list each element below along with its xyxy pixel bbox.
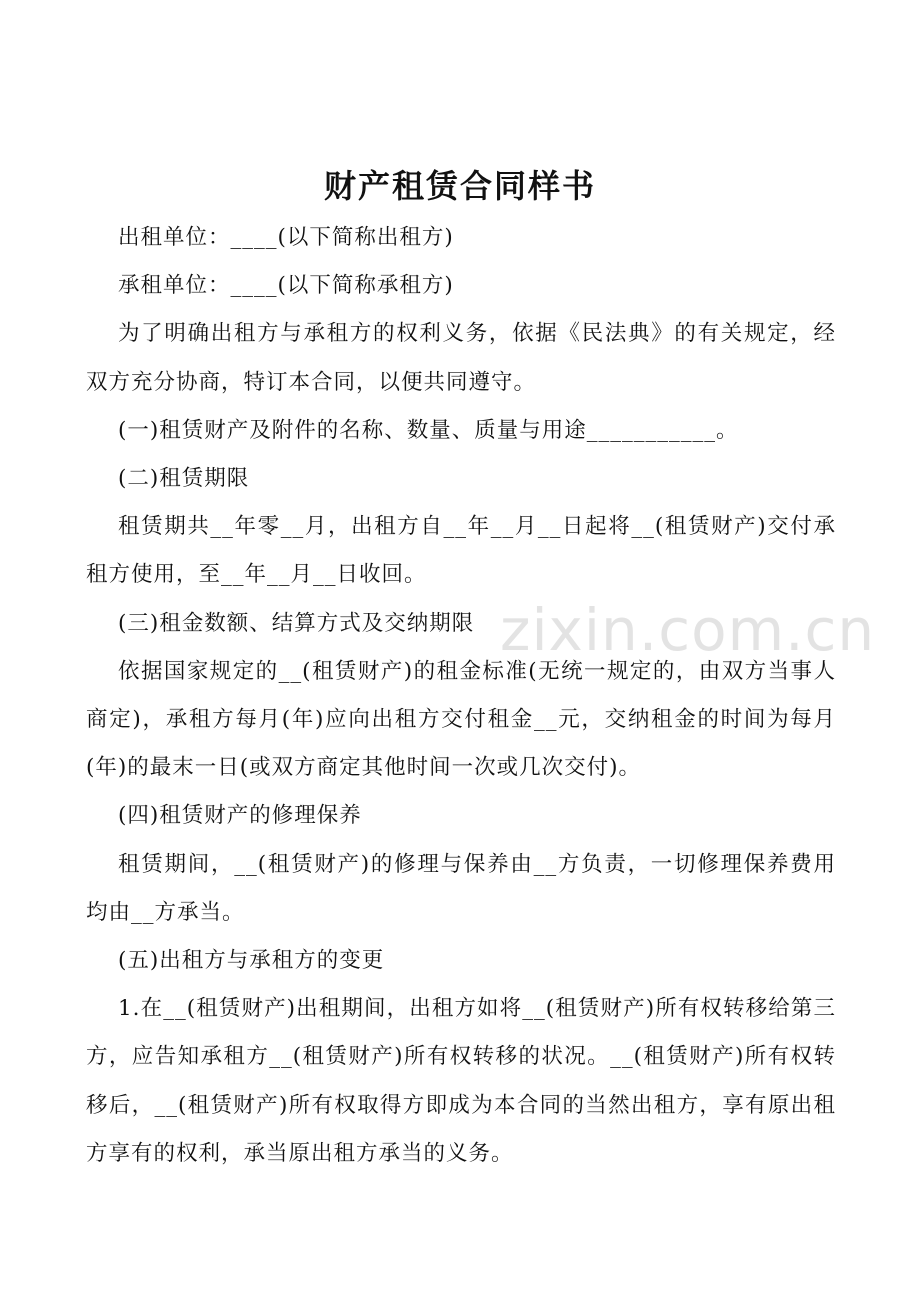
lessee-line: 承租单位：____(以下简称承租方) <box>118 273 454 299</box>
section-5-heading: (五)出租方与承租方的变更 <box>118 948 385 974</box>
section-3-heading: (三)租金数额、结算方式及交纳期限 <box>118 610 475 636</box>
section-2-paragraph: 租赁期共__年零__月，出租方自__年__月__日起将__(租赁财产)交付承租方使用，至__年__月__日收回。 <box>86 514 836 588</box>
section-4-heading: (四)租赁财产的修理保养 <box>118 803 362 829</box>
watermark: zixin.com.cn <box>500 596 876 664</box>
lessor-line: 出租单位：____(以下简称出租方) <box>118 225 454 250</box>
preamble-paragraph: 为了明确出租方与承租方的权利义务，依据《民法典》的有关规定，经双方充分协商，特订本合同，以便共同遵守。 <box>86 321 836 395</box>
document-title: 财产租赁合同样书 <box>323 167 596 205</box>
section-2-heading: (二)租赁期限 <box>118 466 250 492</box>
section-5-item-1: 1.在__(租赁财产)出租期间，出租方如将__(租赁财产)所有权转移给第三方，应告知承租方__(租赁财产)所有权转移的状况。__(租赁财产)所有权转移后，__(租赁财产)所有权取得方即成为本合同的当然出租方，享有原出租方享有的权利，承当原出租方承当的义务。 <box>86 996 836 1166</box>
document-body <box>86 214 836 1178</box>
section-3-paragraph: 依据国家规定的__(租赁财产)的租金标准(无统一规定的，由双方当事人商定)，承租方每月(年)应向出租方交付租金__元，交纳租金的时间为每月(年)的最末一日(或双方商定其他时间一次或几次交付)。 <box>86 658 836 781</box>
section-4-paragraph: 租赁期间，__(租赁财产)的修理与保养由__方负责，一切修理保养费用均由__方承当。 <box>86 851 836 925</box>
section-1-heading: (一)租赁财产及附件的名称、数量、质量与用途___________。 <box>118 417 739 443</box>
